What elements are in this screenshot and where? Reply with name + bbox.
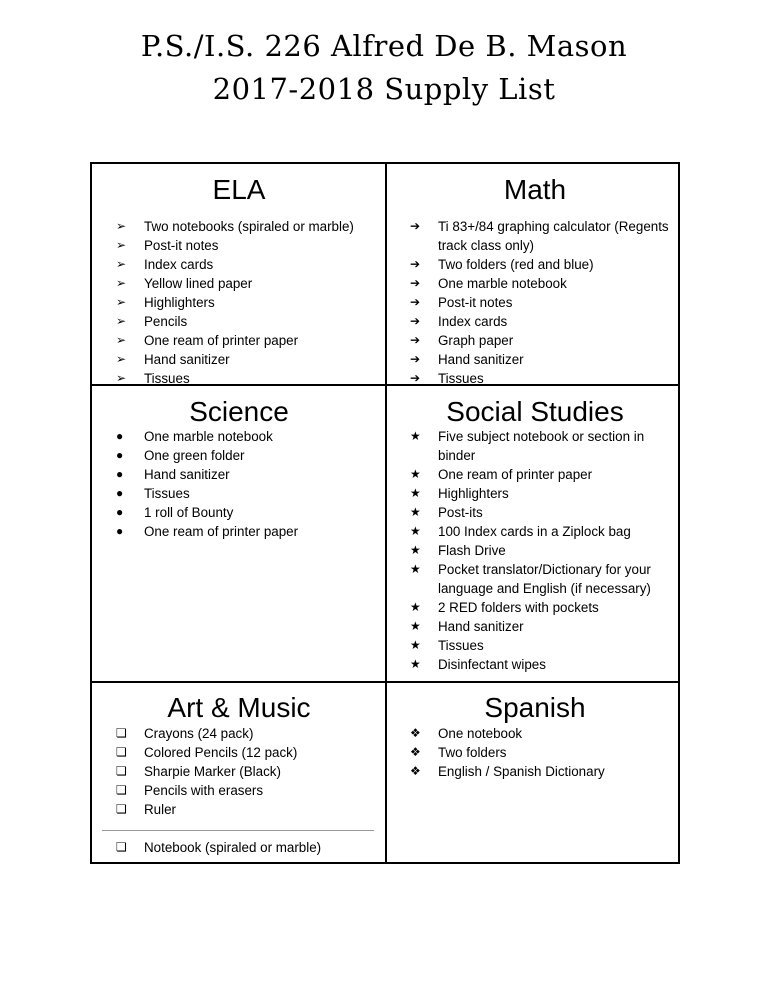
bullet-icon: ● (116, 429, 124, 443)
page-title: P.S./I.S. 226 Alfred De B. Mason (140, 29, 628, 63)
list-item: ❖ One notebook (410, 726, 523, 741)
bullet-icon: ➢ (116, 219, 127, 233)
section-art-music-title: Art & Music (167, 692, 311, 723)
bullet-icon: ➔ (410, 257, 421, 271)
bullet-icon: ❏ (116, 783, 127, 797)
bullet-icon: ➔ (410, 314, 421, 328)
bullet-icon: ★ (410, 429, 421, 443)
list-item: ● One green folder (116, 448, 245, 463)
bullet-icon: ➢ (116, 257, 127, 271)
list-item: ❏ Pencils with erasers (116, 783, 264, 798)
bullet-icon: ★ (410, 600, 421, 614)
bullet-icon: ★ (410, 486, 421, 500)
bullet-icon: ● (116, 505, 124, 519)
list-item: ➢ Post-it notes (116, 238, 219, 253)
bullet-icon: ★ (410, 524, 421, 538)
list-item: ★ 100 Index cards in a Ziplock bag (410, 524, 631, 539)
bullet-icon: ● (116, 524, 124, 538)
list-item: ❏ Sharpie Marker (Black) (116, 764, 281, 779)
bullet-icon: ❖ (410, 764, 421, 778)
list-item: ➔ One marble notebook (410, 276, 567, 291)
bullet-icon: ★ (410, 505, 421, 519)
art-music-separator (102, 830, 374, 831)
list-item: ❏ Crayons (24 pack) (116, 726, 254, 741)
row-divider (92, 681, 678, 683)
bullet-icon: ❏ (116, 840, 127, 854)
list-item: ➔ Tissues (410, 371, 484, 386)
list-item: ➔ Two folders (red and blue) (410, 257, 594, 272)
bullet-icon: ➔ (410, 333, 421, 347)
bullet-icon: ➔ (410, 276, 421, 290)
list-item: ❖ English / Spanish Dictionary (410, 764, 605, 779)
list-item: ➢ One ream of printer paper (116, 333, 299, 348)
section-social-studies-title: Social Studies (446, 396, 624, 427)
section-science-title: Science (189, 396, 289, 427)
bullet-icon: ➢ (116, 295, 127, 309)
list-item: ➔ Ti 83+/84 graphing calculator (Regents track class only) (410, 219, 669, 253)
list-item: ★ Pocket translator/Dictionary for your language and English (if necessary) (410, 562, 651, 596)
list-item: ➔ Post-it notes (410, 295, 513, 310)
section-math-title: Math (503, 174, 567, 205)
list-item: ➢ Two notebooks (spiraled or marble) (116, 219, 354, 234)
list-item: ● Tissues (116, 486, 190, 501)
science-list (116, 427, 380, 541)
bullet-icon: ➢ (116, 276, 127, 290)
list-item: ★ Post-its (410, 505, 483, 520)
bullet-icon: ★ (410, 638, 421, 652)
bullet-icon: ❏ (116, 745, 127, 759)
column-divider (385, 164, 387, 862)
list-item: ★ Disinfectant wipes (410, 657, 546, 672)
list-item: ★ One ream of printer paper (410, 467, 593, 482)
list-item: ● One ream of printer paper (116, 524, 299, 539)
list-item: ❖ Two folders (410, 745, 507, 760)
social-studies-list (410, 427, 674, 674)
list-item: ➢ Yellow lined paper (116, 276, 253, 291)
ela-list (116, 217, 380, 388)
list-item: ● One marble notebook (116, 429, 273, 444)
bullet-icon: ➢ (116, 314, 127, 328)
list-item: ❏ Colored Pencils (12 pack) (116, 745, 298, 760)
list-item: ● Hand sanitizer (116, 467, 230, 482)
list-item: ★ 2 RED folders with pockets (410, 600, 599, 615)
bullet-icon: ★ (410, 562, 421, 576)
list-item: ➢ Index cards (116, 257, 214, 272)
list-item: ➔ Index cards (410, 314, 508, 329)
bullet-icon: ➔ (410, 295, 421, 309)
art-music-extra-list (116, 838, 380, 857)
bullet-icon: ➢ (116, 371, 127, 385)
math-list (410, 217, 674, 388)
spanish-list (410, 724, 674, 781)
bullet-icon: ● (116, 467, 124, 481)
list-item: ★ Flash Drive (410, 543, 506, 558)
list-item: ● 1 roll of Bounty (116, 505, 234, 520)
list-item: ★ Five subject notebook or section in binder (410, 429, 645, 463)
bullet-icon: ❖ (410, 726, 421, 740)
page-subtitle: 2017-2018 Supply List (212, 72, 556, 106)
bullet-icon: ● (116, 448, 124, 462)
section-spanish-title: Spanish (484, 692, 586, 723)
bullet-icon: ● (116, 486, 124, 500)
bullet-icon: ❏ (116, 764, 127, 778)
bullet-icon: ★ (410, 657, 421, 671)
bullet-icon: ★ (410, 467, 421, 481)
list-item: ➢ Highlighters (116, 295, 215, 310)
list-item: ★ Hand sanitizer (410, 619, 524, 634)
list-item: ➢ Pencils (116, 314, 188, 329)
bullet-icon: ➢ (116, 352, 127, 366)
art-music-list (116, 724, 380, 819)
list-item: ➔ Graph paper (410, 333, 514, 348)
bullet-icon: ➢ (116, 238, 127, 252)
supply-grid (90, 162, 680, 864)
list-item: ➢ Hand sanitizer (116, 352, 230, 367)
bullet-icon: ➔ (410, 219, 421, 233)
bullet-icon: ➢ (116, 333, 127, 347)
list-item: ❏ Notebook (spiraled or marble) (116, 840, 322, 855)
bullet-icon: ➔ (410, 371, 421, 385)
bullet-icon: ★ (410, 619, 421, 633)
list-item: ❏ Ruler (116, 802, 176, 817)
bullet-icon: ❏ (116, 726, 127, 740)
bullet-icon: ❖ (410, 745, 421, 759)
list-item: ★ Tissues (410, 638, 484, 653)
list-item: ➔ Hand sanitizer (410, 352, 524, 367)
bullet-icon: ❏ (116, 802, 127, 816)
list-item: ★ Highlighters (410, 486, 509, 501)
list-item: ➢ Tissues (116, 371, 190, 386)
bullet-icon: ➔ (410, 352, 421, 366)
bullet-icon: ★ (410, 543, 421, 557)
section-ela-title: ELA (212, 174, 266, 205)
